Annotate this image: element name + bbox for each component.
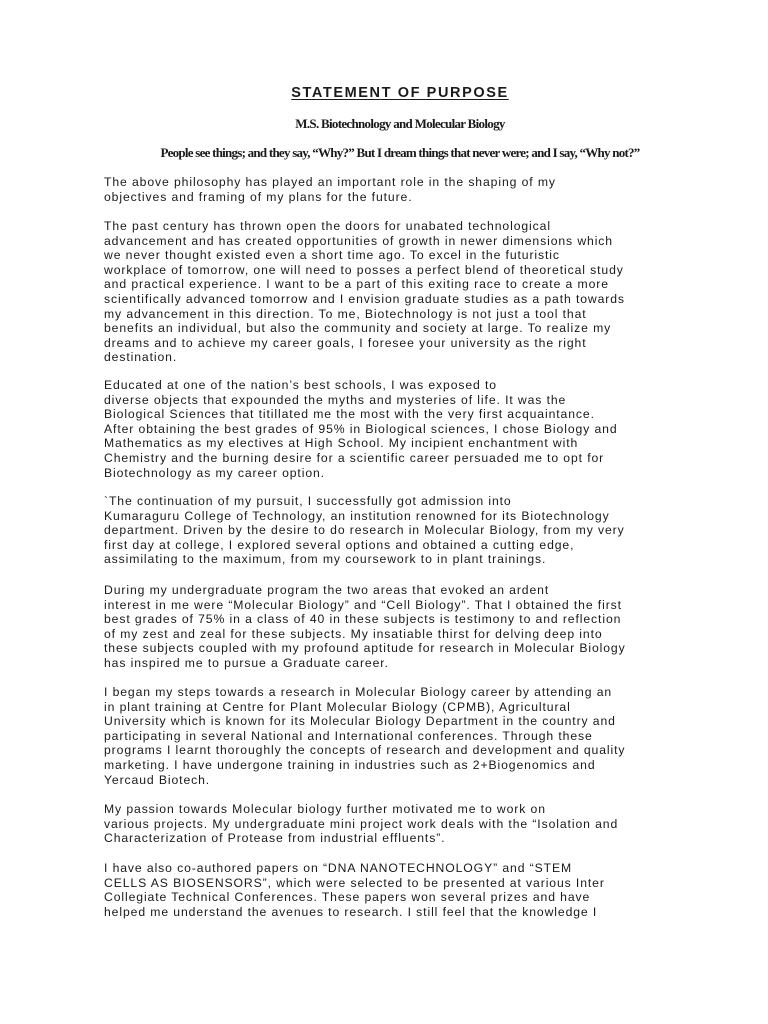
text-line: my advancement in this direction. To me, Biotechnology is not just a tool that bbox=[104, 306, 587, 321]
text-line: destination. bbox=[104, 350, 178, 365]
paragraph-past-century bbox=[104, 219, 685, 365]
text-line: University which is known for its Molecular Biology Department in the country and bbox=[104, 714, 616, 729]
text-line: The above philosophy has played an important role in the shaping of my bbox=[104, 175, 556, 189]
text-line: I began my steps towards a research in Molecular Biology career by attending an bbox=[104, 685, 613, 699]
paragraph-papers bbox=[104, 861, 685, 919]
text-line: During my undergraduate program the two areas that evoked an ardent bbox=[104, 583, 550, 597]
text-line: marketing. I have undergone training in industries such as 2+Biogenomics and bbox=[104, 757, 596, 772]
document-subtitle: M.S. Biotechnology and Molecular Biology bbox=[295, 116, 505, 131]
text-line: advancement and has created opportunities of growth in newer dimensions which bbox=[104, 233, 613, 248]
text-line: diverse objects that expounded the myths and mysteries of life. It was the bbox=[104, 392, 567, 407]
text-line: The past century has thrown open the doors for unabated technological bbox=[104, 219, 551, 233]
text-line: Yercaud Biotech. bbox=[104, 772, 211, 787]
text-line: department. Driven by the desire to do research in Molecular Biology, from my very bbox=[104, 523, 625, 538]
text-line: benefits an individual, but also the community and society at large. To realize my bbox=[104, 321, 612, 336]
text-line: workplace of tomorrow, one will need to posses a perfect blend of theoretical study bbox=[104, 262, 624, 277]
text-line: has inspired me to pursue a Graduate career. bbox=[104, 655, 389, 670]
document-title: STATEMENT OF PURPOSE bbox=[291, 85, 509, 101]
text-line: scientifically advanced tomorrow and I envision graduate studies as a path towards bbox=[104, 291, 625, 306]
text-line: `The continuation of my pursuit, I successfully got admission into bbox=[104, 494, 512, 508]
text-line: Mathematics as my electives at High School. My incipient enchantment with bbox=[104, 436, 579, 451]
text-line: Collegiate Technical Conferences. These papers won several prizes and have bbox=[104, 890, 591, 905]
text-line: helped me understand the avenues to research. I still feel that the knowledge I bbox=[104, 904, 598, 919]
text-line: I have also co-authored papers on “DNA NANOTECHNOLOGY” and “STEM bbox=[104, 861, 573, 875]
text-line: we never thought existed even a short time ago. To excel in the futuristic bbox=[104, 248, 560, 263]
text-line: Chemistry and the burning desire for a scientific career persuaded me to opt for bbox=[104, 450, 605, 465]
text-line: interest in me were “Molecular Biology” and “Cell Biology”. That I obtained the first bbox=[104, 597, 622, 612]
text-line: After obtaining the best grades of 95% in Biological sciences, I chose Biology and bbox=[104, 421, 618, 436]
paragraph-research bbox=[104, 685, 685, 787]
text-line: My passion towards Molecular biology further motivated me to work on bbox=[104, 802, 546, 816]
text-line: programs I learnt thoroughly the concepts of research and development and quality bbox=[104, 743, 626, 758]
text-line: various projects. My undergraduate mini project work deals with the “Isolation and bbox=[104, 816, 619, 831]
text-line: participating in several National and International conferences. Through these bbox=[104, 728, 593, 743]
text-line: in plant training at Centre for Plant Molecular Biology (CPMB), Agricultural bbox=[104, 699, 571, 714]
text-line: and practical experience. I want to be a part of this exiting race to create a more bbox=[104, 277, 609, 292]
opening-quote: People see things; and they say, “Why?” But I dream things that never were; and I say, “Why not?” bbox=[160, 145, 640, 160]
text-line: Characterization of Protease from industrial effluents”. bbox=[104, 831, 446, 846]
text-line: objectives and framing of my plans for the future. bbox=[104, 189, 413, 204]
text-line: first day at college, I explored several options and obtained a cutting edge, bbox=[104, 537, 575, 552]
paragraph-projects bbox=[104, 802, 685, 846]
text-line: best grades of 75% in a class of 40 in these subjects is testimony to and reflection bbox=[104, 612, 622, 627]
text-line: assimilating to the maximum, from my coursework to in plant trainings. bbox=[104, 552, 547, 567]
paragraph-undergraduate bbox=[104, 583, 685, 671]
text-line: of my zest and zeal for these subjects. My insatiable thirst for delving deep into bbox=[104, 626, 603, 641]
text-line: CELLS AS BIOSENSORS”, which were selected to be presented at various Inter bbox=[104, 875, 605, 890]
text-line: Kumaraguru College of Technology, an institution renowned for its Biotechnology bbox=[104, 508, 610, 523]
paragraph-philosophy bbox=[104, 175, 685, 204]
text-line: these subjects coupled with my profound aptitude for research in Molecular Biology bbox=[104, 641, 626, 656]
paragraph-college bbox=[104, 494, 685, 567]
text-line: Educated at one of the nation’s best schools, I was exposed to bbox=[104, 378, 497, 392]
text-line: dreams and to achieve my career goals, I foresee your university as the right bbox=[104, 335, 587, 350]
text-line: Biological Sciences that titillated me the most with the very first acquaintance. bbox=[104, 407, 595, 422]
paragraph-education bbox=[104, 378, 685, 480]
text-line: Biotechnology as my career option. bbox=[104, 465, 325, 480]
